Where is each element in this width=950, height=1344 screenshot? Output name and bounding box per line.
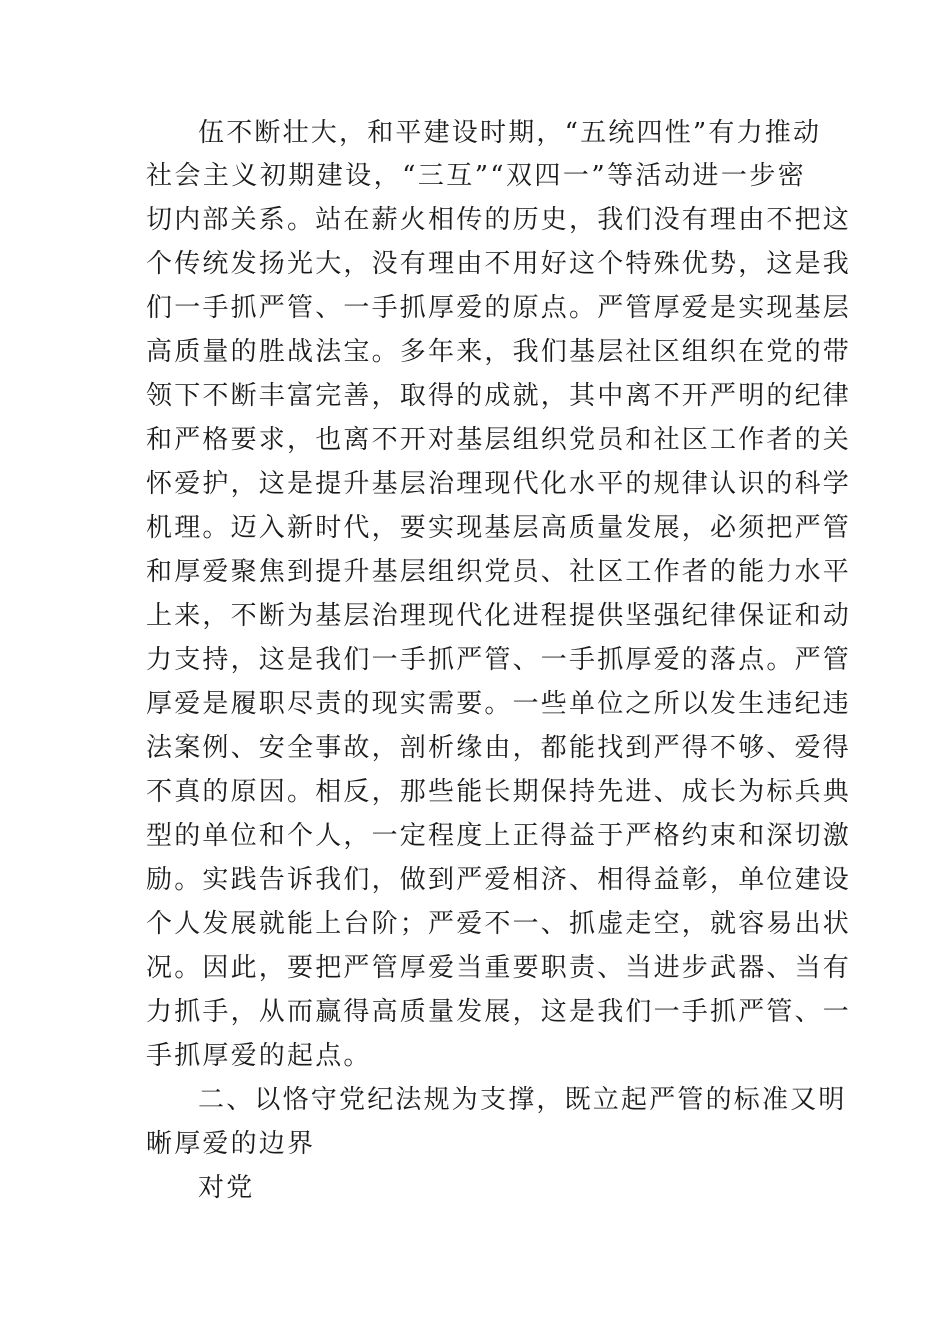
paragraph-line: 高质量的胜战法宝。多年来，我们基层社区组织在党的带 xyxy=(146,337,852,367)
paragraph-line: 和厚爱聚焦到提升基层组织党员、社区工作者的能力水平 xyxy=(146,557,852,587)
paragraph-line: 励。实践告诉我们，做到严爱相济、相得益彰，单位建设 xyxy=(146,865,852,895)
paragraph-line: 上来，不断为基层治理现代化进程提供坚强纪律保证和动 xyxy=(146,601,852,631)
section-heading-line-last: 晰厚爱的边界 xyxy=(146,1129,316,1159)
paragraph-line: 机理。迈入新时代，要实现基层高质量发展，必须把严管 xyxy=(146,513,852,543)
paragraph-line: 怀爱护，这是提升基层治理现代化水平的规律认识的科学 xyxy=(146,469,852,499)
section-heading-line: 二、以恪守党纪法规为支撑，既立起严管的标准又明 xyxy=(198,1085,847,1115)
paragraph-line: 和严格要求，也离不开对基层组织党员和社区工作者的关 xyxy=(146,425,852,455)
paragraph-line: 个传统发扬光大，没有理由不用好这个特殊优势，这是我 xyxy=(146,249,852,279)
paragraph-line: 不真的原因。相反，那些能长期保持先进、成长为标兵典 xyxy=(146,777,852,807)
paragraph-line-last: 手抓厚爱的起点。 xyxy=(146,1041,372,1071)
paragraph-line: 个人发展就能上台阶；严爱不一、抓虚走空，就容易出状 xyxy=(146,909,852,939)
paragraph-line: 领下不断丰富完善，取得的成就，其中离不开严明的纪律 xyxy=(146,381,852,411)
paragraph-line: 们一手抓严管、一手抓厚爱的原点。严管厚爱是实现基层 xyxy=(146,293,852,323)
paragraph-line: 切内部关系。站在薪火相传的历史，我们没有理由不把这 xyxy=(146,205,852,235)
paragraph-line: 社会主义初期建设，“三互”“双四一”等活动进一步密 xyxy=(146,161,806,191)
paragraph-line: 厚爱是履职尽责的现实需要。一些单位之所以发生违纪违 xyxy=(146,689,852,719)
paragraph-line: 对党 xyxy=(198,1173,255,1203)
paragraph-line: 伍不断壮大，和平建设时期，“五统四性”有力推动 xyxy=(198,118,822,148)
paragraph-line: 力支持，这是我们一手抓严管、一手抓厚爱的落点。严管 xyxy=(146,645,852,675)
paragraph-line: 况。因此，要把严管厚爱当重要职责、当进步武器、当有 xyxy=(146,953,852,983)
paragraph-line: 法案例、安全事故，剖析缘由，都能找到严得不够、爱得 xyxy=(146,733,852,763)
paragraph-line: 力抓手，从而赢得高质量发展，这是我们一手抓严管、一 xyxy=(146,997,852,1027)
paragraph-line: 型的单位和个人，一定程度上正得益于严格约束和深切激 xyxy=(146,821,852,851)
